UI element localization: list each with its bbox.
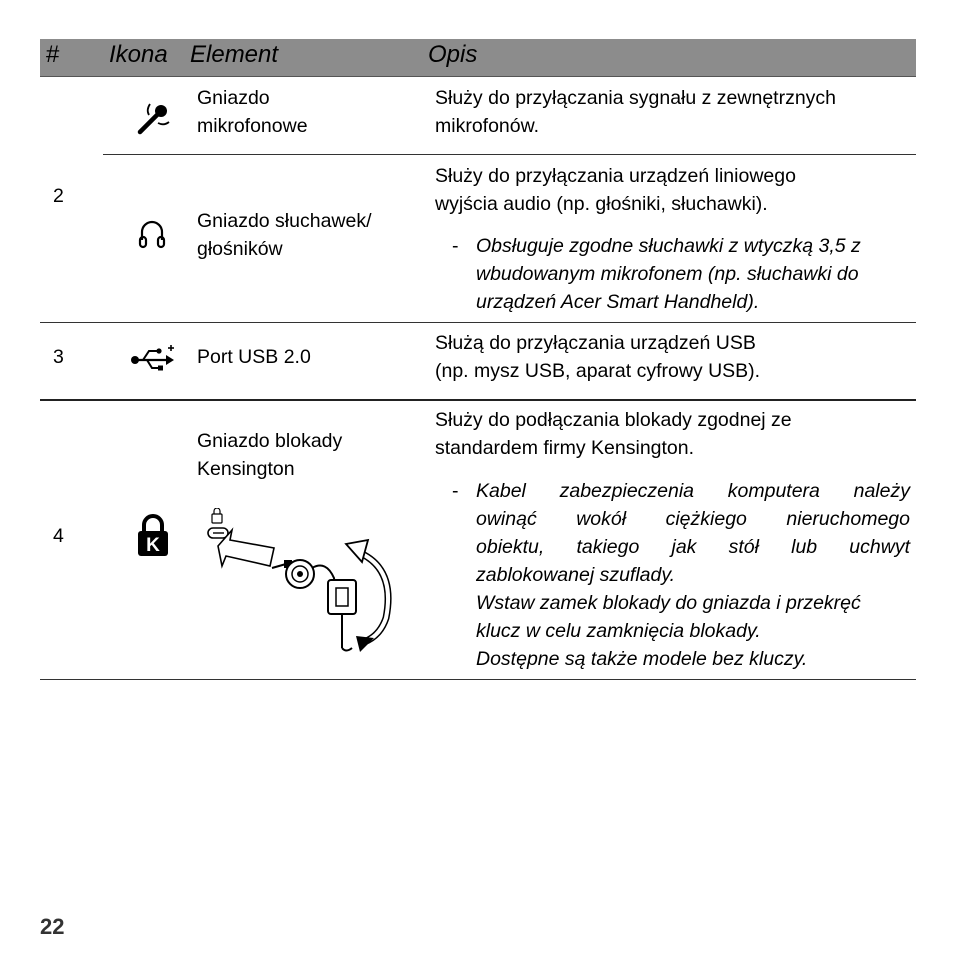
page-number: 22 <box>40 914 65 939</box>
lock-illustration <box>196 508 402 662</box>
kensington-lock-icon <box>136 514 170 564</box>
headphones-icon <box>138 218 166 256</box>
header-num: # <box>46 41 60 68</box>
table-header <box>40 39 916 77</box>
element-label: Gniazdo mikrofonowe <box>197 87 308 137</box>
element-description: Służy do przyłączania sygnału z zewnętrznych mikrofonów. <box>435 87 837 137</box>
header-element: Element <box>190 41 279 68</box>
header-desc: Opis <box>428 41 478 68</box>
element-note: Obsługuje zgodne słuchawki z wtyczką 3,5 z wbudowanym mikrofonem (np. słuchawki do urządzeń Acer Smart Handheld). <box>476 235 861 313</box>
element-description: Służą do przyłączania urządzeń USB (np. mysz USB, aparat cyfrowy USB). <box>435 332 761 382</box>
usb-icon <box>130 344 176 378</box>
element-label: Gniazdo słuchawek/ głośników <box>197 210 372 260</box>
row-divider <box>103 154 916 155</box>
table-bottom-rule <box>40 679 916 680</box>
svg-text:K: K <box>146 535 160 556</box>
row-number: 3 <box>53 346 64 368</box>
row-divider <box>40 322 916 323</box>
element-note: Kabel zabezpieczenia komputera należy owinąć wokół ciężkiego nieruchomego obiektu, takiego jak stół lub uchwyt zablokowanej szuflady. Wstaw zamek blokady do gniazda i przekręć klucz w celu zamknięcia blokady. Dostępne są także modele bez kluczy. <box>476 480 910 670</box>
element-description: Służy do przyłączania urządzeń liniowego wyjścia audio (np. głośniki, słuchawki). <box>435 165 796 215</box>
row-number: 4 <box>53 525 64 547</box>
bullet-dash: - <box>452 480 459 502</box>
header-icon: Ikona <box>109 41 168 68</box>
row-divider <box>40 399 916 401</box>
element-label: Port USB 2.0 <box>197 346 311 368</box>
bullet-dash: - <box>452 235 459 257</box>
element-description: Służy do podłączania blokady zgodnej ze standardem firmy Kensington. <box>435 409 792 459</box>
row-number: 2 <box>53 185 64 207</box>
element-label: Gniazdo blokady Kensington <box>197 430 343 480</box>
microphone-icon <box>136 100 172 142</box>
